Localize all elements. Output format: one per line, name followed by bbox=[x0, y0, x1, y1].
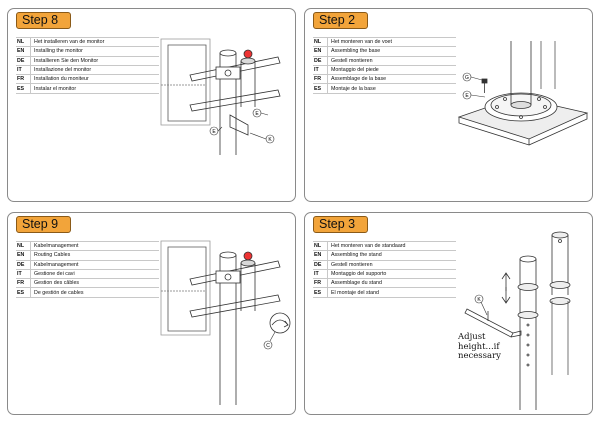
table-row: NL Het monteren van de voet bbox=[313, 38, 456, 47]
callout-label: K bbox=[268, 137, 272, 143]
table-row: FR Assemblage de la base bbox=[313, 75, 456, 84]
step-badge: Step 8 bbox=[16, 12, 71, 29]
callout-label: K bbox=[477, 297, 481, 303]
table-row: ES De gestión de cables bbox=[16, 288, 159, 297]
panel-step-3 bbox=[304, 212, 593, 415]
table-row: EN Assembling the base bbox=[313, 47, 456, 56]
language-table bbox=[16, 37, 159, 94]
callout-label: E bbox=[465, 93, 469, 99]
adjust-height-note: Adjust height...if necessary bbox=[458, 332, 501, 361]
table-row: ES Montaje de la base bbox=[313, 84, 456, 93]
table-row: ES Instalar el monitor bbox=[16, 84, 159, 93]
table-row: FR Gestion des câbles bbox=[16, 279, 159, 288]
table-row: DE Kabelmanagement bbox=[16, 260, 159, 269]
stand-assembly-illustration bbox=[455, 225, 590, 410]
panel-step-9 bbox=[7, 212, 296, 415]
step-badge: Step 2 bbox=[313, 12, 368, 29]
panel-step-8 bbox=[7, 8, 296, 202]
table-row: NL Kabelmanagement bbox=[16, 242, 159, 251]
language-table bbox=[16, 241, 159, 298]
language-table bbox=[313, 37, 456, 94]
language-rows bbox=[16, 242, 159, 298]
base-assembly-illustration bbox=[455, 39, 590, 159]
table-row: NL Het installeren van de monitor bbox=[16, 38, 159, 47]
table-row: DE Gestell montieren bbox=[313, 56, 456, 65]
table-row: IT Montaggio del piede bbox=[313, 65, 456, 74]
panel-step-2 bbox=[304, 8, 593, 202]
callout-label: E bbox=[255, 111, 259, 117]
step-badge: Step 3 bbox=[313, 216, 368, 233]
language-table bbox=[313, 241, 456, 298]
table-row: NL Het monteren van de standaard bbox=[313, 242, 456, 251]
table-row: ES El montaje del stand bbox=[313, 288, 456, 297]
table-row: IT Gestione dei cavi bbox=[16, 269, 159, 278]
language-rows bbox=[16, 38, 159, 94]
callout-label: G bbox=[465, 75, 469, 81]
table-row: EN Assembling the stand bbox=[313, 251, 456, 260]
table-row: DE Installieren Sie den Monitor bbox=[16, 56, 159, 65]
table-row: EN Installing the monitor bbox=[16, 47, 159, 56]
table-row: EN Routing Cables bbox=[16, 251, 159, 260]
monitor-install-illustration bbox=[158, 35, 293, 155]
table-row: DE Gestell montieren bbox=[313, 260, 456, 269]
table-row: IT Montaggio del supporto bbox=[313, 269, 456, 278]
language-rows bbox=[313, 242, 456, 298]
table-row: FR Installation du moniteur bbox=[16, 75, 159, 84]
callout-label: E bbox=[212, 129, 216, 135]
table-row: FR Assemblage du stand bbox=[313, 279, 456, 288]
table-row: IT Installazione del monitor bbox=[16, 65, 159, 74]
cable-routing-illustration bbox=[158, 235, 293, 405]
step-badge: Step 9 bbox=[16, 216, 71, 233]
language-rows bbox=[313, 38, 456, 94]
callout-label: C bbox=[266, 343, 270, 349]
